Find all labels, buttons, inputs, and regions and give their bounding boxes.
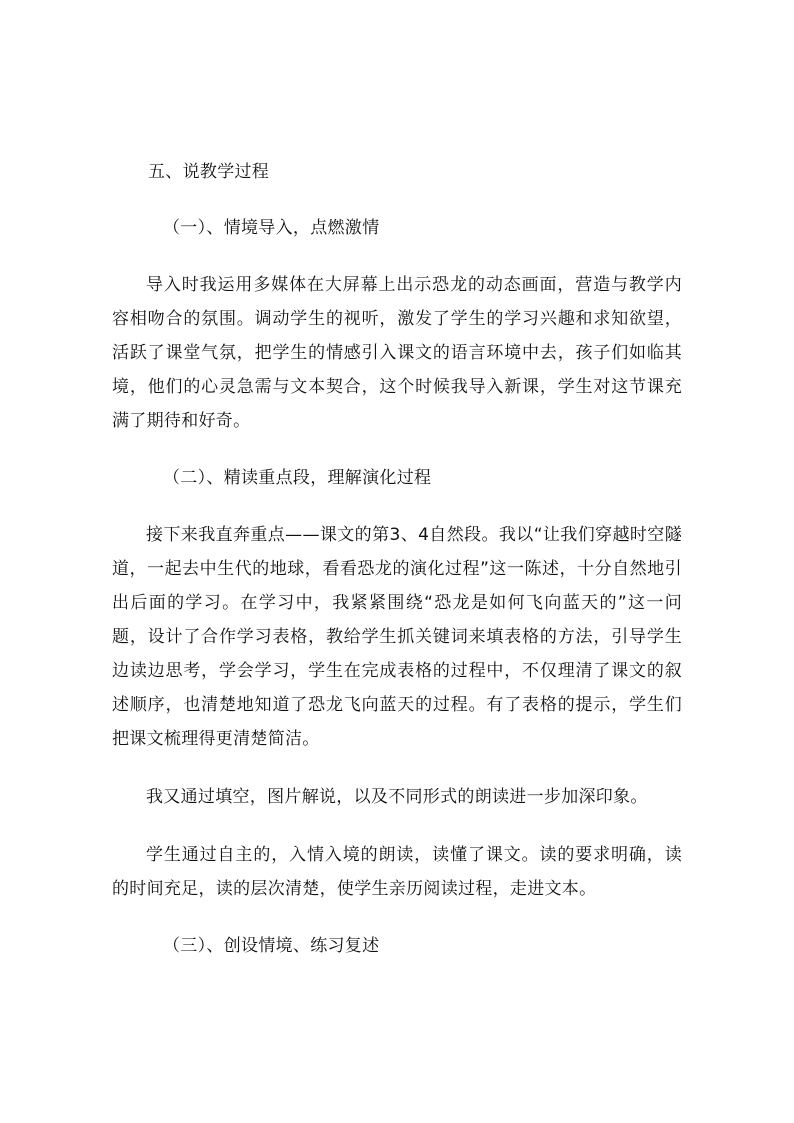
section-title-1: （一）、情境导入，点燃激情 [163, 218, 380, 238]
section-heading-main: 五、说教学过程 [148, 162, 270, 182]
section-title-3: （三）、创设情境、练习复述 [163, 936, 380, 956]
section-title-2: （二）、精读重点段，理解演化过程 [163, 468, 432, 488]
paragraph-3: 我又通过填空，图片解说，以及不同形式的朗读进一步加深印象。 [146, 787, 648, 807]
paragraph-2: 接下来我直奔重点——课文的第3、4自然段。我以“让我们穿越时空隧道，一起去中生代的地球，看看恐龙的演化过程”这一陈述，十分自然地引出后面的学习。在学习中，我紧紧围绕“恐龙是如何飞向蓝天的”这一问题，设计了合作学习表格，教给学生抓关键词来填表格的方法，引导学生边读边思考，学会学习，学生在完成表格的过程中，不仅理清了课文的叙述顺序，也清楚地知道了恐龙飞向蓝天的过程。有了表格的提示，学生们把课文梳理得更清楚简洁。 [112, 525, 682, 749]
document-content [112, 156, 682, 986]
paragraph-4: 学生通过自主的，入情入境的朗读，读懂了课文。读的要求明确，读的时间充足，读的层次清楚，使学生亲历阅读过程，走进文本。 [112, 845, 682, 899]
paragraph-1: 导入时我运用多媒体在大屏幕上出示恐龙的动态画面，营造与教学内容相吻合的氛围。调动学生的视听，激发了学生的学习兴趣和求知欲望，活跃了课堂气氛，把学生的情感引入课文的语言环境中去，孩子们如临其境，他们的心灵急需与文本契合，这个时候我导入新课，学生对这节课充满了期待和好奇。 [112, 275, 682, 431]
